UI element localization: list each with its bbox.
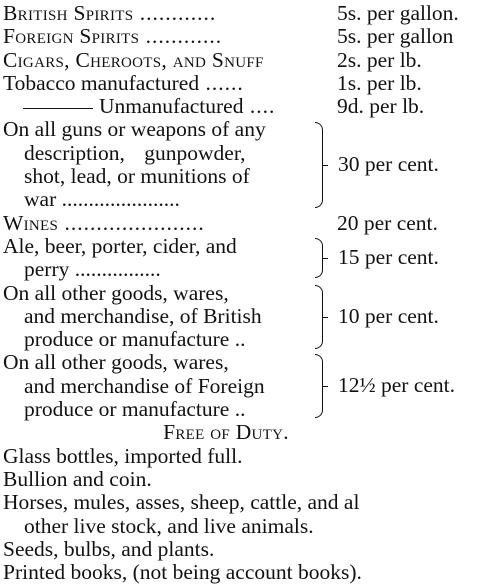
dot-leader: ...... [199,70,244,95]
group-line: Ale, beer, porter, cider, and [3,233,237,258]
group-line: description, gunpowder, [24,140,246,165]
free-item: Printed books, (not being account books). [3,560,362,584]
tariff-row-british-spirits [3,2,489,25]
tariff-row-cigars [3,49,489,72]
grouping-brace [315,238,323,278]
dot-leader: ............ [139,24,223,49]
group-line: On all other goods, wares, [3,280,229,305]
group-line: On all other goods, wares, [3,350,229,375]
free-of-duty-heading: Free of Duty. [163,420,289,445]
group-rate: 30 per cent. [338,152,439,177]
group-rate: 10 per cent. [338,303,439,328]
tariff-page [3,2,489,584]
item-label: Foreign Spirits [3,24,140,49]
dot-leader: ............ [133,1,217,25]
grouping-brace [315,122,323,208]
grouping-brace [315,285,323,349]
dot-leader: ...................... [58,210,205,235]
group-line: and merchandise, of British [24,303,262,328]
item-label: Cigars, Cheroots, and Snuff [3,47,264,72]
tariff-group-guns [3,118,489,211]
dot-leader: .... [243,94,276,119]
item-rate: 20 per cent. [337,210,438,235]
group-rate: 12½ per cent. [338,373,456,398]
item-rate: 1s. per lb. [337,70,422,95]
item-rate: 2s. per lb. [337,47,422,72]
tariff-group-foreign-goods [3,351,489,421]
group-line: produce or manufacture .. [24,327,246,352]
grouping-brace [315,354,323,418]
group-line: On all guns or weapons of any [3,117,266,142]
group-line: perry ................ [24,257,161,282]
free-item: Glass bottles, imported full. [3,443,243,468]
item-label: Wines [3,210,59,235]
group-rate: 15 per cent. [338,244,439,269]
tariff-row-wines [3,212,489,235]
item-label: Tobacco manufactured [3,70,200,95]
free-item: other live stock, and live animals. [24,513,314,538]
group-line: war ...................... [24,187,180,212]
tariff-group-british-goods [3,282,489,352]
free-item: Seeds, bulbs, and plants. [3,536,215,561]
tariff-row-tobacco-manufactured [3,72,489,95]
item-label: British Spirits [3,1,134,25]
ditto-dash [23,108,93,109]
item-rate: 9d. per lb. [337,94,425,119]
group-line: and merchandise of Foreign [24,373,265,398]
free-item: Bullion and coin. [3,466,152,491]
item-label: Unmanufactured [99,94,244,119]
free-item: Horses, mules, asses, sheep, cattle, and al [3,490,360,515]
item-rate: 5s. per gallon [337,24,454,49]
tariff-row-foreign-spirits [3,25,489,48]
tariff-row-tobacco-unmanufactured [3,95,489,118]
tariff-group-ale [3,235,489,282]
group-line: produce or manufacture .. [24,397,246,422]
group-line: shot, lead, or munitions of [24,164,250,189]
item-rate: 5s. per gallon. [337,1,459,25]
